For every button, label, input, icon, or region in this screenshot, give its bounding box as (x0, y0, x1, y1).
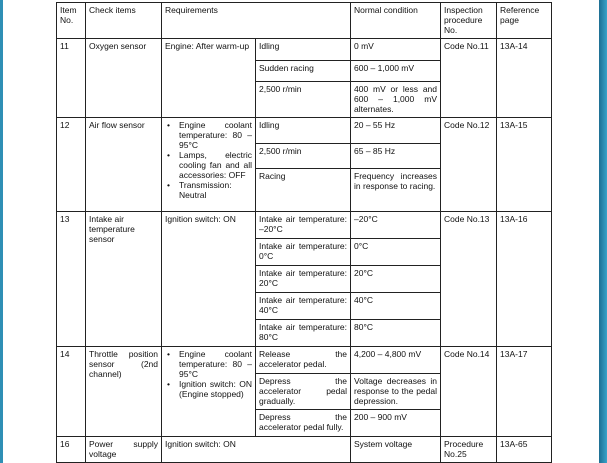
condition: Intake air temperature: 0°C (256, 239, 351, 266)
item-no: 13 (57, 212, 86, 347)
check-item: Throttle position sensor (2nd channel) (86, 347, 162, 437)
condition: Idling (256, 118, 351, 144)
normal-condition: 80°C (351, 320, 441, 347)
check-item: Intake air temperature sensor (86, 212, 162, 347)
requirement: Ignition switch: ON (162, 212, 256, 347)
check-item: Power supply voltage (86, 437, 162, 463)
right-window-edge (599, 0, 607, 463)
header-inspection-procedure: Inspection procedure No. (441, 3, 497, 39)
requirement-bullet: • Engine coolant temperature: 80 – 95°C (179, 120, 252, 150)
reference-page: 13A-65 (497, 437, 552, 463)
normal-condition: 4,200 – 4,800 mV (351, 347, 441, 374)
condition: Intake air temperature: 80°C (256, 320, 351, 347)
table-row (57, 39, 552, 61)
header-check-items: Check items (86, 3, 162, 39)
table-header-row (57, 3, 552, 39)
condition: Intake air temperature: 20°C (256, 266, 351, 293)
condition: Sudden racing (256, 61, 351, 82)
reference-page: 13A-17 (497, 347, 552, 437)
condition: Intake air temperature: –20°C (256, 212, 351, 239)
normal-condition: 20 – 55 Hz (351, 118, 441, 144)
normal-condition: 20°C (351, 266, 441, 293)
condition: Depress the accelerator pedal gradually. (256, 374, 351, 410)
condition: Intake air temperature: 40°C (256, 293, 351, 320)
inspection-code: Code No.11 (441, 39, 497, 118)
header-reference-page: Reference page (497, 3, 552, 39)
condition: 2,500 r/min (256, 144, 351, 169)
header-requirements: Requirements (162, 3, 351, 39)
requirement-list (162, 347, 256, 437)
condition: Idling (256, 39, 351, 61)
requirement: Engine: After warm-up (162, 39, 256, 118)
normal-condition: Frequency increases in response to racing. (351, 169, 441, 212)
check-item: Oxygen sensor (86, 39, 162, 118)
header-normal-condition: Normal condition (351, 3, 441, 39)
condition: Racing (256, 169, 351, 212)
item-no: 11 (57, 39, 86, 118)
inspection-code: Procedure No.25 (441, 437, 497, 463)
normal-condition: 40°C (351, 293, 441, 320)
normal-condition: 400 mV or less and 600 – 1,000 mV alternates. (351, 82, 441, 118)
table-row (57, 212, 552, 239)
inspection-code: Code No.12 (441, 118, 497, 212)
requirement-bullet: • Ignition switch: ON (Engine stopped) (179, 379, 252, 399)
item-no: 16 (57, 437, 86, 463)
table-row (57, 347, 552, 374)
left-window-edge (0, 0, 3, 463)
requirement-bullet: • Engine coolant temperature: 80 – 95°C (179, 349, 252, 379)
condition: Depress the accelerator pedal fully. (256, 410, 351, 437)
normal-condition: 0 mV (351, 39, 441, 61)
normal-condition: 65 – 85 Hz (351, 144, 441, 169)
requirement-bullet: • Transmission: Neutral (179, 180, 252, 200)
item-no: 14 (57, 347, 86, 437)
inspection-code: Code No.14 (441, 347, 497, 437)
normal-condition: Voltage decreases in response to the pedal depression. (351, 374, 441, 410)
normal-condition: System voltage (351, 437, 441, 463)
condition: Release the accelerator pedal. (256, 347, 351, 374)
inspection-code: Code No.13 (441, 212, 497, 347)
item-no: 12 (57, 118, 86, 212)
reference-page: 13A-14 (497, 39, 552, 118)
table-row (57, 437, 552, 463)
reference-page: 13A-15 (497, 118, 552, 212)
requirement-list (162, 118, 256, 212)
table-row (57, 118, 552, 144)
requirement: Ignition switch: ON (162, 437, 351, 463)
reference-page: 13A-16 (497, 212, 552, 347)
check-item: Air flow sensor (86, 118, 162, 212)
header-item-no: Item No. (57, 3, 86, 39)
normal-condition: 600 – 1,000 mV (351, 61, 441, 82)
normal-condition: 200 – 900 mV (351, 410, 441, 437)
normal-condition: –20°C (351, 212, 441, 239)
requirement-bullet: • Lamps, electric cooling fan and all accessories: OFF (179, 150, 252, 180)
condition: 2,500 r/min (256, 82, 351, 118)
normal-condition: 0°C (351, 239, 441, 266)
inspection-table (56, 2, 552, 463)
